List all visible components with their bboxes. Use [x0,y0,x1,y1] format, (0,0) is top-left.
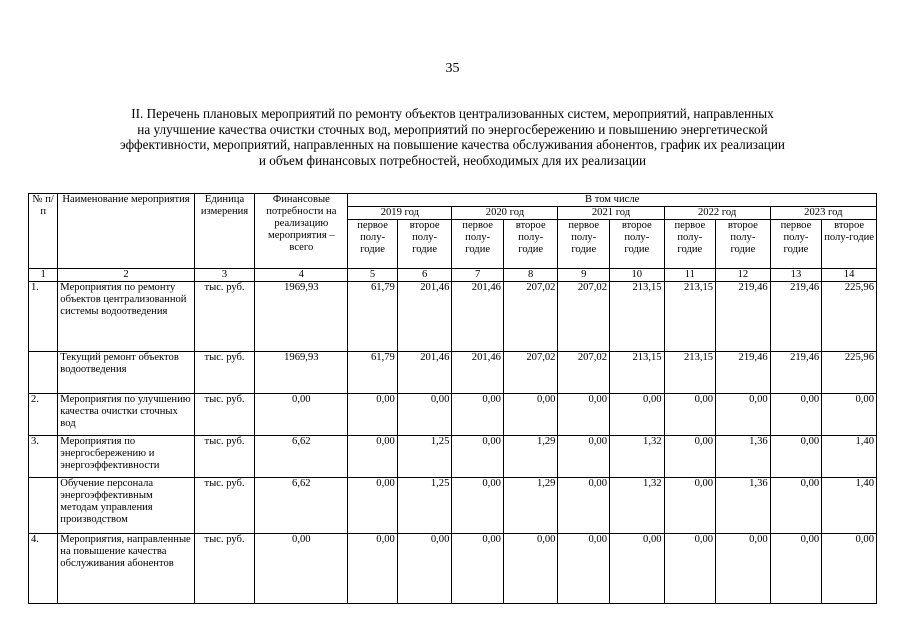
row-value: 213,15 [664,282,716,352]
row-value: 0,00 [503,534,558,604]
header-year: 2023 год [770,207,876,220]
table-row [29,282,877,352]
row-value: 207,02 [503,282,558,352]
row-value: 1,40 [822,436,877,478]
row-value: 61,79 [348,352,398,394]
row-value: 0,00 [397,534,452,604]
row-value: 201,46 [452,352,504,394]
row-value: 219,46 [770,282,822,352]
document-title [40,106,865,168]
row-value: 213,15 [610,352,665,394]
row-name: Мероприятия, направленные на повышение качества обслуживания абонентов [58,534,194,604]
row-value: 0,00 [770,394,822,436]
header-half-first: первое полу-годие [348,220,398,269]
row-value: 225,96 [822,282,877,352]
row-value: 207,02 [558,282,610,352]
row-value: 0,00 [558,436,610,478]
row-value: 0,00 [348,436,398,478]
row-value: 1,32 [610,478,665,534]
row-value: 0,00 [452,394,504,436]
row-num [29,352,58,394]
column-index-row [29,269,877,282]
header-unit: Единица измерения [194,194,255,269]
table-row [29,352,877,394]
table-row [29,394,877,436]
row-value: 1,36 [716,436,771,478]
row-value: 0,00 [348,534,398,604]
row-name: Обучение персонала энергоэффективным методам управления производством [58,478,194,534]
header-half-first: первое полу-годие [664,220,716,269]
row-value: 0,00 [716,534,771,604]
header-half-second: второе полу-годие [716,220,771,269]
header-year: 2019 год [348,207,452,220]
row-total: 0,00 [255,394,348,436]
row-value: 0,00 [770,436,822,478]
row-value: 0,00 [610,534,665,604]
header-year: 2022 год [664,207,770,220]
row-value: 0,00 [558,394,610,436]
row-value: 0,00 [348,394,398,436]
row-value: 0,00 [558,478,610,534]
row-total: 6,62 [255,436,348,478]
row-total: 1969,93 [255,282,348,352]
row-value: 0,00 [348,478,398,534]
table-row [29,436,877,478]
row-value: 0,00 [664,534,716,604]
row-name: Мероприятия по ремонту объектов централизованной системы водоотведения [58,282,194,352]
row-unit: тыс. руб. [194,394,255,436]
row-value: 0,00 [610,394,665,436]
header-num: № п/п [29,194,58,269]
row-value: 0,00 [558,534,610,604]
header-half-first: первое полу-годие [558,220,610,269]
row-value: 1,25 [397,436,452,478]
column-index: 11 [664,269,716,282]
header-year: 2020 год [452,207,558,220]
row-num: 4. [29,534,58,604]
row-value: 1,32 [610,436,665,478]
row-value: 201,46 [397,352,452,394]
header-row-group [29,194,877,207]
row-unit: тыс. руб. [194,436,255,478]
row-unit: тыс. руб. [194,352,255,394]
measures-table [28,193,877,604]
row-value: 201,46 [397,282,452,352]
table-row [29,478,877,534]
row-num: 3. [29,436,58,478]
row-value: 213,15 [664,352,716,394]
header-half-first: первое полу-годие [452,220,504,269]
column-index: 12 [716,269,771,282]
column-index: 6 [397,269,452,282]
header-half-second: второе полу-годие [503,220,558,269]
column-index: 13 [770,269,822,282]
row-value: 0,00 [452,436,504,478]
header-half-second: второе полу-годие [397,220,452,269]
title-line: эффективности, мероприятий, направленных на повышение качества обслуживания абонентов, график их реализации [120,137,785,152]
row-total: 0,00 [255,534,348,604]
row-value: 219,46 [716,282,771,352]
row-num [29,478,58,534]
column-index: 7 [452,269,504,282]
column-index: 4 [255,269,348,282]
row-value: 0,00 [503,394,558,436]
column-index: 1 [29,269,58,282]
row-value: 225,96 [822,352,877,394]
row-num: 1. [29,282,58,352]
header-year: 2021 год [558,207,664,220]
row-value: 219,46 [770,352,822,394]
row-value: 0,00 [770,478,822,534]
column-index: 10 [610,269,665,282]
row-value: 0,00 [452,478,504,534]
row-value: 0,00 [770,534,822,604]
header-name: Наименование мероприятия [58,194,194,269]
column-index: 5 [348,269,398,282]
table-row [29,534,877,604]
row-total: 1969,93 [255,352,348,394]
column-index: 8 [503,269,558,282]
row-value: 0,00 [452,534,504,604]
row-value: 1,29 [503,478,558,534]
row-value: 207,02 [558,352,610,394]
header-group: В том числе [348,194,877,207]
row-value: 201,46 [452,282,504,352]
row-total: 6,62 [255,478,348,534]
header-total: Финансовые потребности на реализацию мероприятия – всего [255,194,348,269]
row-name: Текущий ремонт объектов водоотведения [58,352,194,394]
row-value: 1,40 [822,478,877,534]
title-line: на улучшение качества очистки сточных вод, мероприятий по энергосбережению и повышению энергетической [137,121,768,137]
page-number: 35 [445,61,460,76]
column-index: 3 [194,269,255,282]
column-index: 9 [558,269,610,282]
row-value: 1,36 [716,478,771,534]
row-value: 219,46 [716,352,771,394]
row-value: 1,25 [397,478,452,534]
row-unit: тыс. руб. [194,478,255,534]
row-unit: тыс. руб. [194,534,255,604]
row-value: 0,00 [664,394,716,436]
row-value: 0,00 [822,394,877,436]
row-value: 207,02 [503,352,558,394]
row-name: Мероприятия по улучшению качества очистки сточных вод [58,394,194,436]
row-name: Мероприятия по энергосбережению и энергоэффективности [58,436,194,478]
row-value: 61,79 [348,282,398,352]
row-value: 0,00 [664,436,716,478]
row-num: 2. [29,394,58,436]
header-half-first: первое полу-годие [770,220,822,269]
row-value: 0,00 [822,534,877,604]
column-index: 2 [58,269,194,282]
row-value: 1,29 [503,436,558,478]
row-value: 0,00 [664,478,716,534]
row-value: 213,15 [610,282,665,352]
column-index: 14 [822,269,877,282]
title-line: II. Перечень плановых мероприятий по ремонту объектов централизованных систем, мероприятий, направленных [131,106,774,121]
table-body [29,282,877,604]
title-line: и объем финансовых потребностей, необходимых для их реализации [258,152,647,168]
header-half-second: второе полу-годие [822,220,877,269]
row-value: 0,00 [716,394,771,436]
row-value: 0,00 [397,394,452,436]
header-half-second: второе полу-годие [610,220,665,269]
row-unit: тыс. руб. [194,282,255,352]
